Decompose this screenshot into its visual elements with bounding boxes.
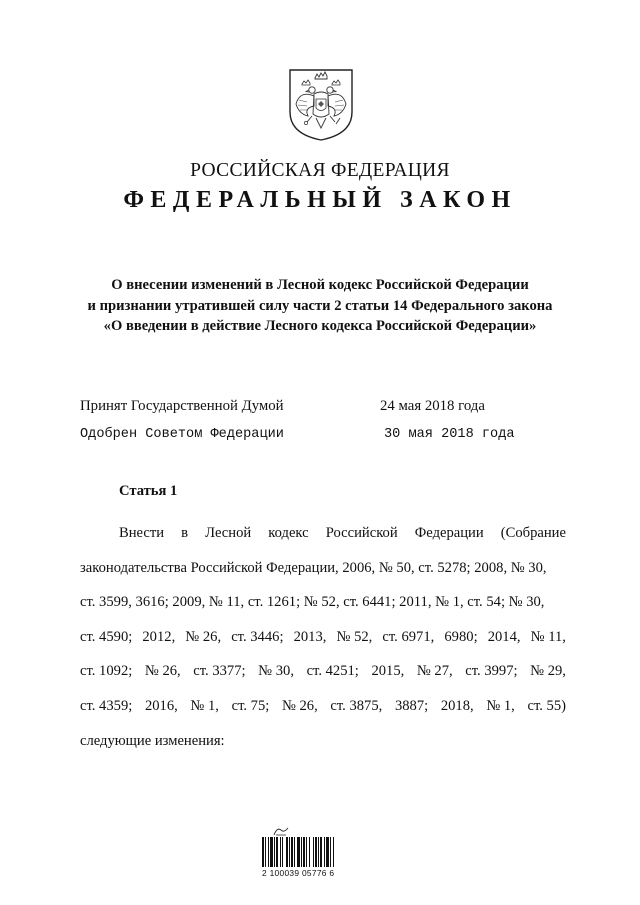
article-word: Российской [325, 525, 398, 541]
country-name: РОССИЙСКАЯ ФЕДЕРАЦИЯ [190, 160, 450, 181]
article-word: Федерации [414, 525, 484, 541]
barcode-logo-icon [273, 826, 289, 836]
barcode-number: 2 100039 05776 6 [262, 868, 335, 878]
barcode-icon [262, 837, 368, 867]
article-text-line [80, 689, 566, 724]
article-word: (Собрание [500, 525, 566, 541]
article-text-line [80, 724, 566, 759]
article-text-line [80, 551, 566, 586]
article-word: ст. 3446; [231, 628, 284, 645]
article-word: 2018, [440, 697, 474, 714]
heading-line: О внесении изменений в Лесной кодекс Российской Федерации [111, 277, 529, 293]
article-word: 6980; [444, 628, 478, 645]
article-word: ст. 4251; [306, 663, 359, 680]
article-word: № 26, [281, 697, 318, 714]
heading-line: «О введении в действие Лесного кодекса Российской Федерации» [103, 318, 537, 334]
article-text-line [80, 620, 566, 655]
article-word: № 1, [486, 697, 515, 714]
article-word: ст. 75; [231, 697, 270, 714]
article-body [80, 516, 566, 758]
article-title: Статья 1 [119, 483, 178, 499]
article-word: ст. 55) [527, 697, 566, 714]
article-word: Лесной [205, 525, 252, 541]
duma-adoption-date: 24 мая 2018 года [380, 398, 485, 414]
article-word: № 27, [416, 663, 453, 680]
duma-adoption-label: Принят Государственной Думой [80, 398, 284, 414]
article-word: кодекс [268, 525, 309, 541]
article-word: 2013, [293, 628, 327, 645]
article-word: 2015, [371, 663, 405, 680]
article-word: № 11, [530, 628, 566, 645]
article-word: Внести [119, 525, 165, 541]
article-word: 2012, [142, 628, 176, 645]
article-word: ст. 4359; [80, 697, 133, 714]
article-text-line [80, 585, 566, 620]
article-word: в [181, 525, 189, 541]
coat-of-arms-icon [288, 68, 354, 142]
article-word: № 29, [530, 663, 566, 680]
article-word: ст. 3997; [465, 663, 518, 680]
article-word: ст. 1092; [80, 663, 133, 680]
article-word: ст. 6971, [382, 628, 435, 645]
article-word: № 52, [336, 628, 373, 645]
article-word: следующие изменения: [80, 732, 225, 749]
article-word: 3887; [394, 697, 429, 714]
barcode [262, 826, 368, 878]
heading-line: и признании утратившей силу части 2 статьи 14 Федерального закона [87, 297, 553, 314]
article-word: законодательства Российской Федерации, 2006, № 50, ст. 5278; 2008, № 30, [80, 559, 547, 576]
article-word: ст. 3875, [330, 697, 383, 714]
article-word: ст. 4590; [80, 628, 133, 645]
law-heading [60, 275, 580, 337]
council-approval-date: 30 мая 2018 года [384, 427, 515, 442]
document-type-title: ФЕДЕРАЛЬНЫЙ ЗАКОН [123, 187, 517, 213]
article-word: 2014, [487, 628, 521, 645]
article-word: № 26, [185, 628, 222, 645]
article-word: 2016, [144, 697, 178, 714]
article-word: № 1, [190, 697, 219, 714]
article-word: № 26, [144, 663, 181, 680]
article-text-line [80, 516, 566, 551]
article-text-line [80, 654, 566, 689]
article-word: ст. 3599, 3616; 2009, № 11, ст. 1261; № 52, ст. 6441; 2011, № 1, ст. 54; № 30, [80, 594, 545, 611]
council-approval-label: Одобрен Советом Федерации [80, 427, 284, 442]
article-word: ст. 3377; [193, 663, 246, 680]
article-word: № 30, [258, 663, 294, 680]
